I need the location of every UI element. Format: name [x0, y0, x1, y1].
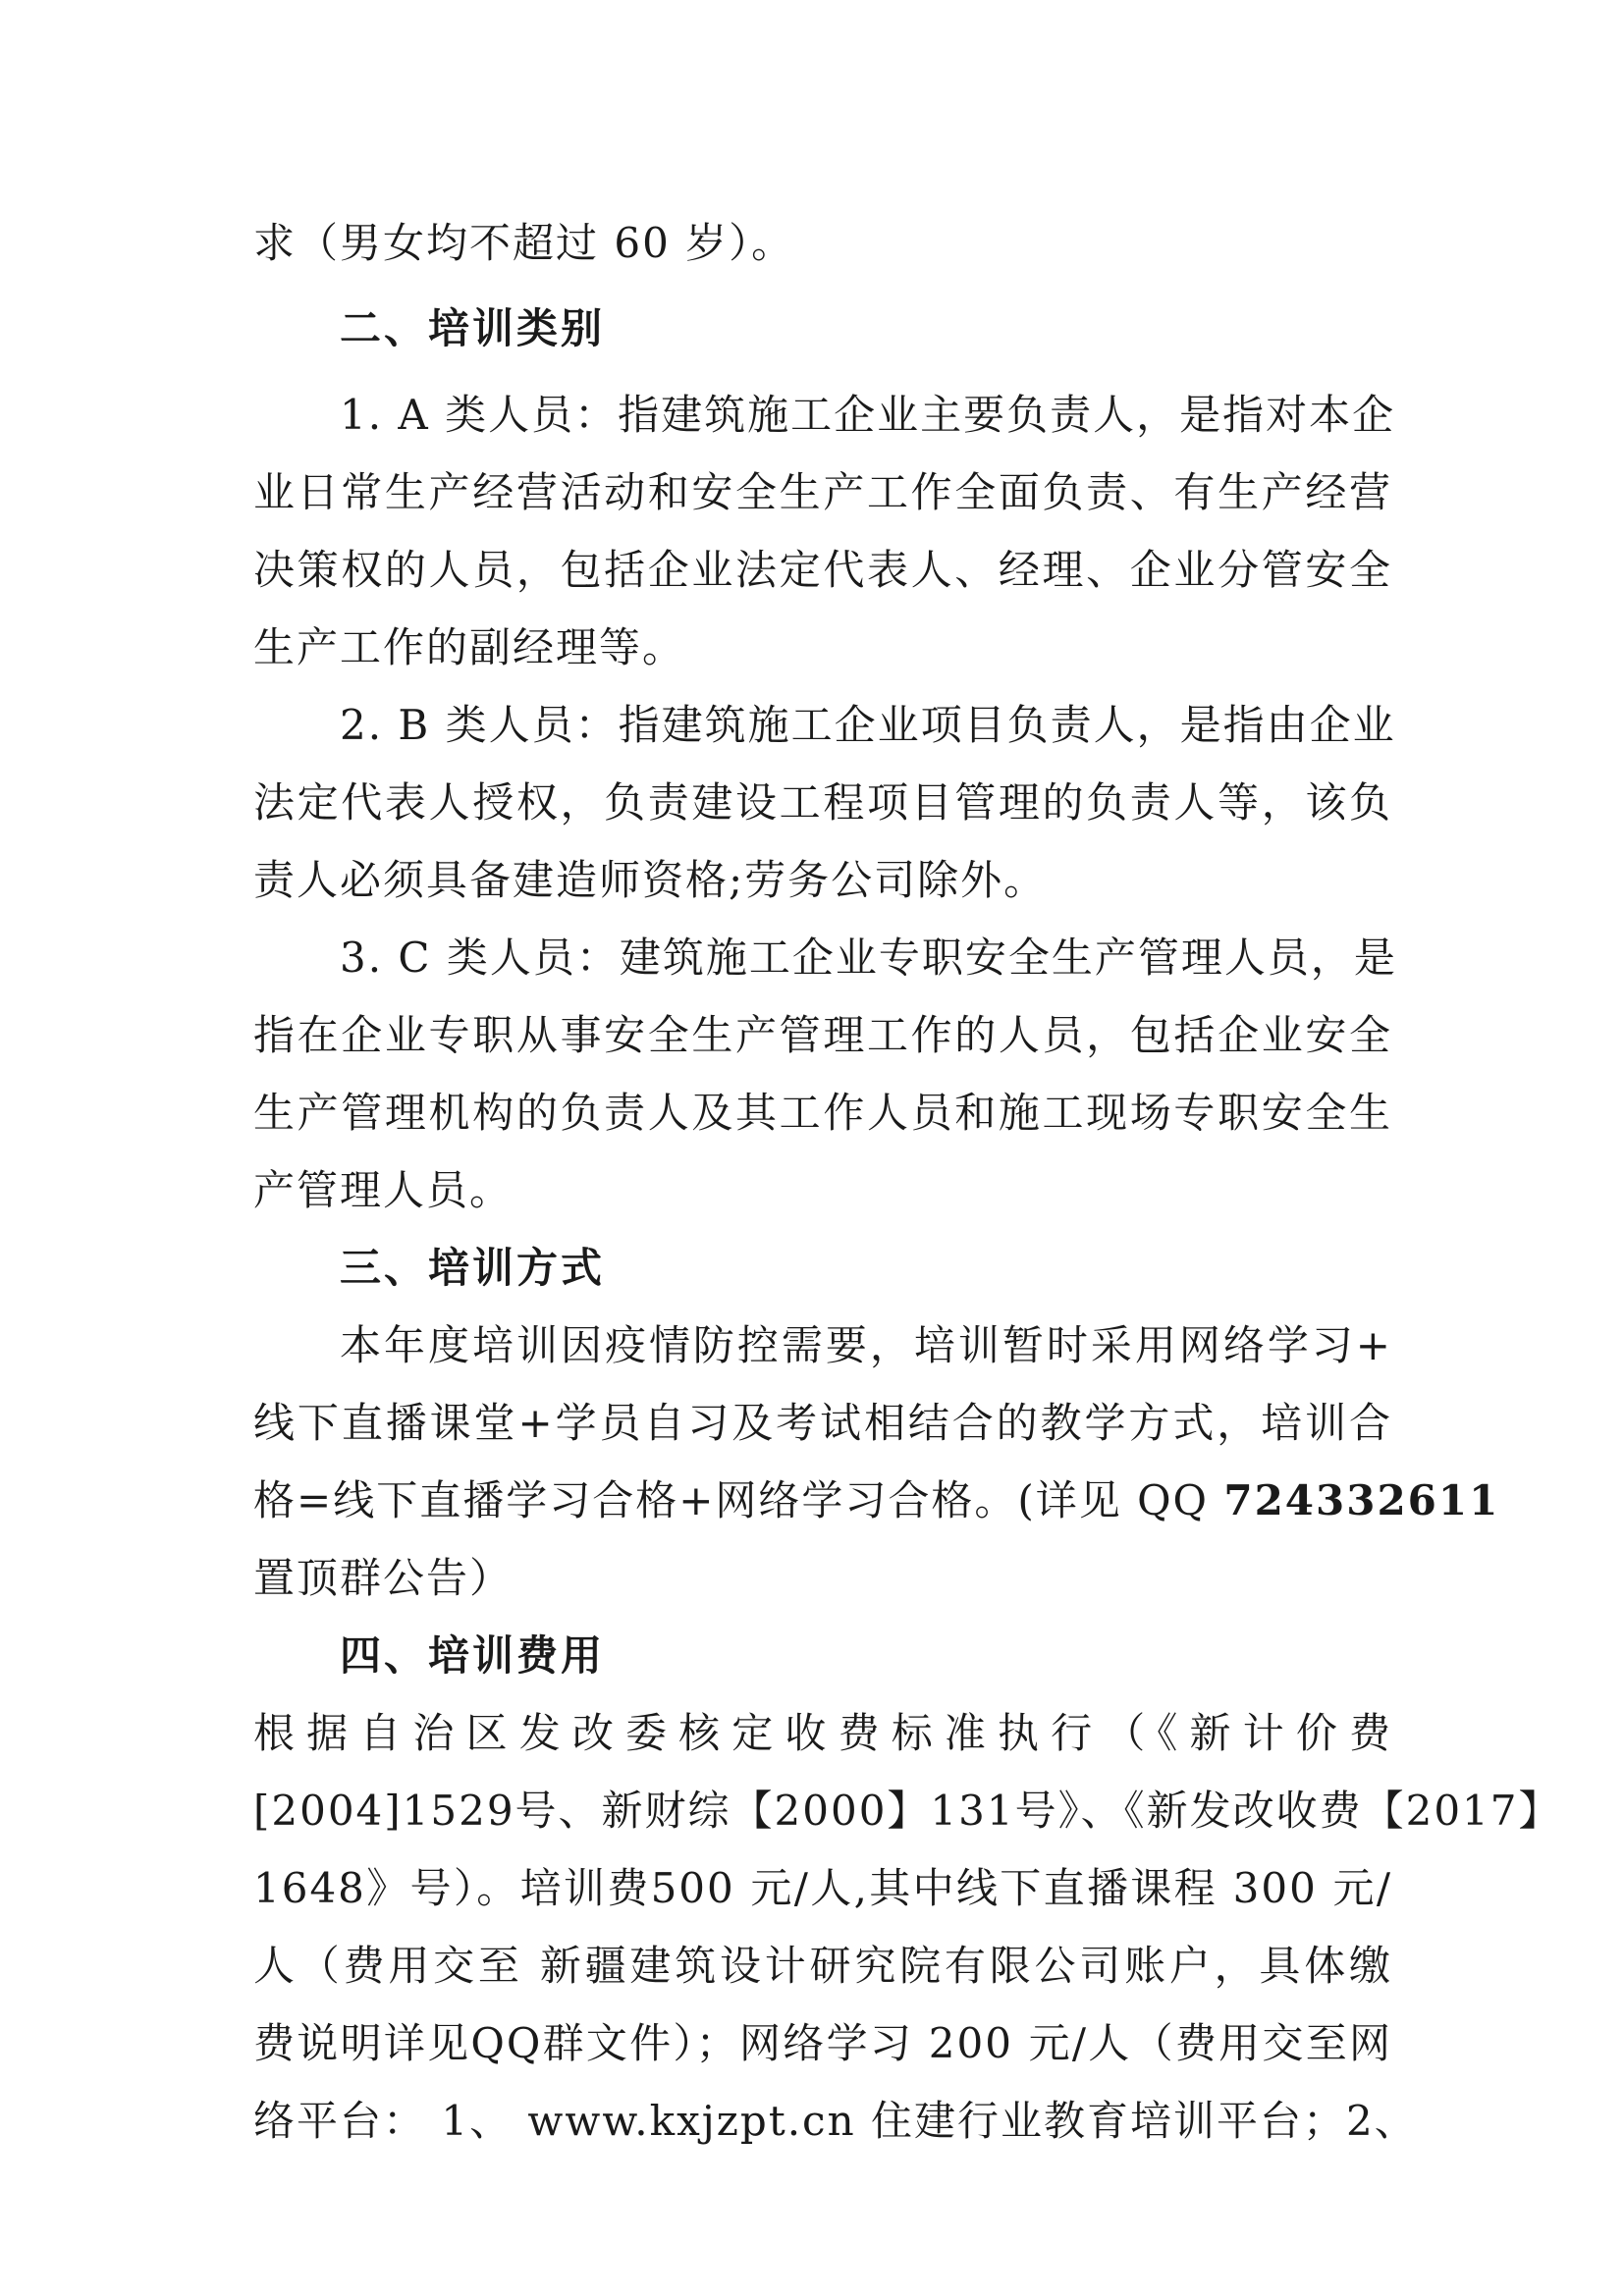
paragraph-line: 产管理人员。	[253, 1166, 514, 1214]
paragraph-line: 3. C 类人员：建筑施工企业专职安全生产管理人员，是	[340, 934, 1397, 982]
paragraph-line: 1. A 类人员：指建筑施工企业主要负责人，是指对本企	[340, 391, 1396, 439]
paragraph-line: 费说明详见QQ群文件）；网络学习 200 元/人（费用交至网	[253, 2019, 1392, 2067]
paragraph-line: 业日常生产经营活动和安全生产工作全面负责、有生产经营	[253, 468, 1392, 516]
section-heading-training-fees: 四、培训费用	[340, 1631, 606, 1680]
paragraph-line: 2. B 类人员：指建筑施工企业项目负责人，是指由企业	[340, 701, 1396, 749]
section-heading-training-category: 二、培训类别	[340, 304, 606, 352]
paragraph-line: 求（男女均不超过 60 岁）。	[253, 219, 795, 267]
section-heading-training-method: 三、培训方式	[340, 1244, 606, 1292]
paragraph-line: [2004]1529号、新财综【2000】131号》、《新发改收费【2017】	[253, 1787, 1562, 1835]
qq-group-number: 724332611	[1223, 1476, 1500, 1524]
paragraph-line: 本年度培训因疫情防控需要，培训暂时采用网络学习+	[340, 1321, 1392, 1369]
paragraph-line: 法定代表人授权，负责建设工程项目管理的负责人等，该负	[253, 778, 1392, 827]
paragraph-line: 生产工作的副经理等。	[253, 623, 686, 671]
paragraph-line: 线下直播课堂+学员自习及考试相结合的教学方式，培训合	[253, 1399, 1392, 1447]
paragraph-line: 指在企业专职从事安全生产管理工作的人员，包括企业安全	[253, 1011, 1392, 1059]
paragraph-line: 责人必须具备建造师资格;劳务公司除外。	[253, 856, 1048, 904]
paragraph-line: 决策权的人员，包括企业法定代表人、经理、企业分管安全	[253, 546, 1392, 594]
paragraph-line: 置顶群公告）	[253, 1554, 514, 1602]
paragraph-line	[253, 1471, 1500, 1530]
paragraph-line: 络平台： 1、 www.kxjzpt.cn 住建行业教育培训平台；2、	[253, 2097, 1418, 2145]
paragraph-line: 根据自治区发改委核定收费标准执行（《新计价费	[253, 1709, 1392, 1757]
paragraph-line: 人（费用交至 新疆建筑设计研究院有限公司账户，具体缴	[253, 1942, 1392, 1990]
paragraph-line: 生产管理机构的负责人及其工作人员和施工现场专职安全生	[253, 1089, 1392, 1137]
paragraph-text: 格=线下直播学习合格+网络学习合格。(详见 QQ	[253, 1476, 1224, 1524]
paragraph-line: 1648》号）。培训费500 元/人,其中线下直播课程 300 元/	[253, 1864, 1392, 1912]
